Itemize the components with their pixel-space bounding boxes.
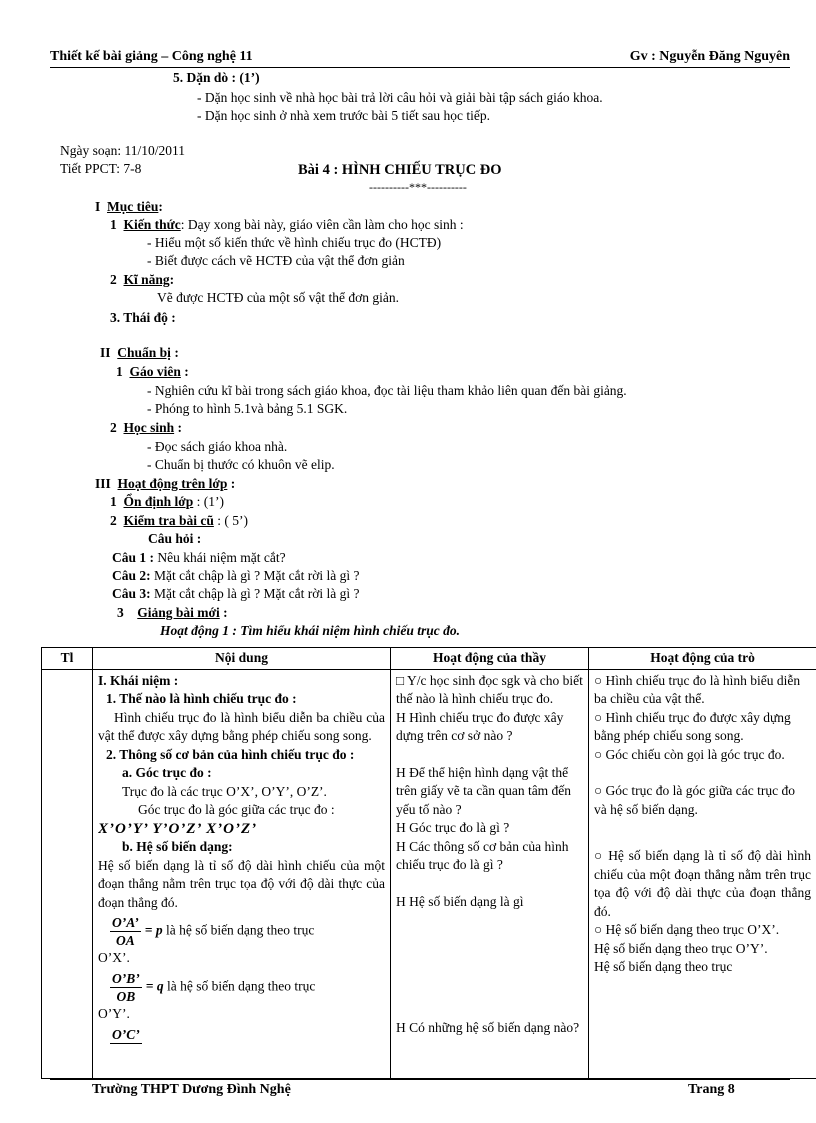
formula-q-axis: O’Y’.	[98, 1005, 130, 1021]
content-angle-text: Góc trục đo là góc giữa các trục đo :	[138, 802, 335, 817]
knowledge-line: 1 Kiến thức: Dạy xong bài này, giáo viên cần làm cho học sinh :	[110, 217, 464, 232]
questions-heading: Câu hỏi :	[148, 531, 202, 546]
homework-heading: 5. Dặn dò : (1’)	[173, 70, 260, 85]
content-subtitle-1: 1. Thế nào là hình chiếu trục đo :	[106, 691, 297, 706]
activity-1-title: Hoạt động 1 : Tìm hiểu khái niệm hình chiếu trục đo.	[160, 623, 461, 638]
student-a8: Hệ số biến dạng theo trục	[594, 959, 733, 974]
stabilize-line: 1 Ổn định lớp : (1’)	[110, 494, 225, 509]
content-subtitle-2: 2. Thông số cơ bản của hình chiếu trục đo :	[106, 746, 355, 762]
student-prep-item-1: - Đọc sách giáo khoa nhà.	[147, 439, 288, 454]
homework-item-1: - Dặn học sinh về nhà học bài trả lời câu hỏi và giải bài tập sách giáo khoa.	[197, 90, 603, 105]
objectives-heading: I Mục tiêu:	[95, 199, 163, 214]
period-number: Tiết PPCT: 7-8	[60, 161, 142, 176]
homework-item-2: - Dặn học sinh ở nhà xem trước bài 5 tiết sau học tiếp.	[197, 108, 491, 123]
fraction-oa: $\frac{O’A’}{OA}$	[112, 915, 139, 948]
skill-heading: 2 Kĩ năng:	[110, 272, 175, 287]
teacher-q3: H Để thể hiện hình dạng vật thể trên giấy vẽ ta cần quan tâm đến yếu tố nào ?	[396, 764, 572, 817]
knowledge-item-2: - Biết được cách vẽ HCTĐ của vật thể đơn giản	[147, 253, 405, 268]
teacher-q4: H Góc trục đo là gì ?	[396, 820, 510, 835]
student-a3: ○ Góc chiếu còn gọi là góc trục đo.	[594, 746, 785, 762]
header-divider	[50, 67, 790, 68]
table-header-row	[42, 648, 816, 670]
content-coefficient-def: Hệ số biến dạng là tỉ số độ dài hình chiếu của một đoạn thẳng nằm trên trục tọa độ với độ dài thực của đoạn thẳng đó.	[98, 857, 385, 910]
footer-left: Trường THPT Dương Đình Nghệ	[92, 1082, 291, 1097]
student-a1: ○ Hình chiếu trục đo là hình biểu diễn ba chiều của vật thể.	[594, 672, 801, 706]
student-a5: ○ Hệ số biến dạng là tỉ số độ dài hình chiếu của một đoạn thẳng nằm trên trục tọa độ với độ dài thực của đoạn thẳng đó.	[594, 848, 811, 919]
student-a6: ○ Hệ số biến dạng theo trục O’X’.	[594, 922, 780, 937]
teacher-q2: H Hình chiếu trục đo được xây dựng trên cơ sở nào ?	[396, 709, 564, 743]
teacher-prep-item-1: - Nghiên cứu kĩ bài trong sách giáo khoa, đọc tài liệu tham khảo liên quan đến bài giảng.	[147, 383, 627, 398]
teacher-q7: H Có những hệ số biến dạng nào?	[396, 1020, 580, 1035]
content-cell	[93, 669, 391, 1078]
footer-right: Trang 8	[688, 1082, 735, 1097]
header-left: Thiết kế bài giảng – Công nghệ 11	[50, 49, 253, 64]
knowledge-item-1: - Hiểu một số kiến thức về hình chiếu trục đo (HCTĐ)	[147, 235, 442, 250]
fraction-ob: $\frac{O’B’}{OB}$	[112, 970, 140, 1004]
attitude-heading: 3. Thái độ :	[110, 310, 176, 325]
prep-date: Ngày soạn: 11/10/2011	[60, 143, 185, 158]
question-2: Câu 2: Mặt cắt chập là gì ? Mặt cắt rời là gì ?	[112, 568, 360, 583]
student-a7: Hệ số biến dạng theo trục O’Y’.	[594, 940, 768, 956]
teacher-prep-item-2: - Phóng to hình 5.1và bảng 5.1 SGK.	[147, 401, 348, 416]
col-header-student: Hoạt động của trò	[589, 648, 816, 670]
formula-r	[98, 1025, 385, 1044]
teacher-q6: H Hệ số biến dạng là gì	[396, 893, 524, 909]
footer-divider	[50, 1079, 790, 1080]
content-axes-angle-title: a. Góc trục đo :	[122, 765, 212, 780]
question-1: Câu 1 : Nêu khái niệm mặt cắt?	[112, 550, 286, 565]
student-a2: ○ Hình chiếu trục đo được xây dựng bằng phép chiếu song song.	[594, 709, 791, 743]
new-lesson-heading: 3 Giảng bài mới :	[117, 605, 228, 620]
lesson-title: Bài 4 : HÌNH CHIẾU TRỤC ĐO	[298, 162, 502, 178]
teacher-q1: □ Y/c học sinh đọc sgk và cho biết thế nào là hình chiếu trục đo.	[396, 672, 583, 706]
lesson-table	[41, 647, 816, 1079]
teacher-cell	[391, 669, 589, 1078]
table-row	[42, 669, 816, 1078]
check-line: 2 Kiểm tra bài cũ : ( 5’)	[110, 513, 248, 528]
formula-q: $\frac{O’B’}{OB}$ = q là hệ số biến dạng theo trục	[112, 970, 316, 1004]
col-header-teacher: Hoạt động của thầy	[391, 648, 589, 670]
content-angles: X’O’Y’ Y’O’Z’ X’O’Z’	[98, 820, 258, 837]
formula-p: $\frac{O’A’}{OA}$ = p là hệ số biến dạng theo trục	[112, 915, 315, 948]
fraction-oc: O’C’	[112, 1026, 140, 1042]
teacher-q5: H Các thông số cơ bản của hình chiếu trục đo là gì ?	[396, 838, 569, 872]
student-prep-heading: 2 Học sinh :	[110, 420, 183, 435]
preparation-heading: II Chuẩn bị :	[100, 345, 179, 360]
time-cell	[42, 669, 93, 1078]
student-cell	[589, 669, 816, 1078]
col-header-time: Tl	[42, 648, 93, 670]
student-prep-item-2: - Chuẩn bị thước có khuôn vẽ elip.	[147, 457, 335, 472]
content-definition: Hình chiếu trục đo là hình biểu diễn ba chiều của vật thể được xây dựng bằng phép chiếu song song.	[98, 709, 385, 743]
student-a4: ○ Góc trục đo là góc giữa các trục đo và hệ số biến dạng.	[594, 783, 796, 817]
header-right: Gv : Nguyễn Đăng Nguyên	[629, 49, 790, 64]
content-axes-text: Trục đo là các trục O’X’, O’Y’, O’Z’.	[122, 783, 327, 799]
title-separator: ----------***----------	[369, 180, 467, 194]
activities-heading: III Hoạt động trên lớp :	[95, 476, 236, 491]
formula-p-axis: O’X’.	[98, 950, 130, 965]
content-coefficient-title: b. Hệ số biến dạng:	[122, 839, 233, 854]
content-section-title: I. Khái niệm :	[98, 672, 179, 688]
skill-text: Vẽ được HCTĐ của một số vật thể đơn giản.	[157, 290, 400, 305]
question-3: Câu 3: Mặt cắt chập là gì ? Mặt cắt rời là gì ?	[112, 586, 360, 601]
col-header-content: Nội dung	[93, 648, 391, 670]
teacher-prep-heading: 1 Gáo viên :	[116, 364, 189, 379]
